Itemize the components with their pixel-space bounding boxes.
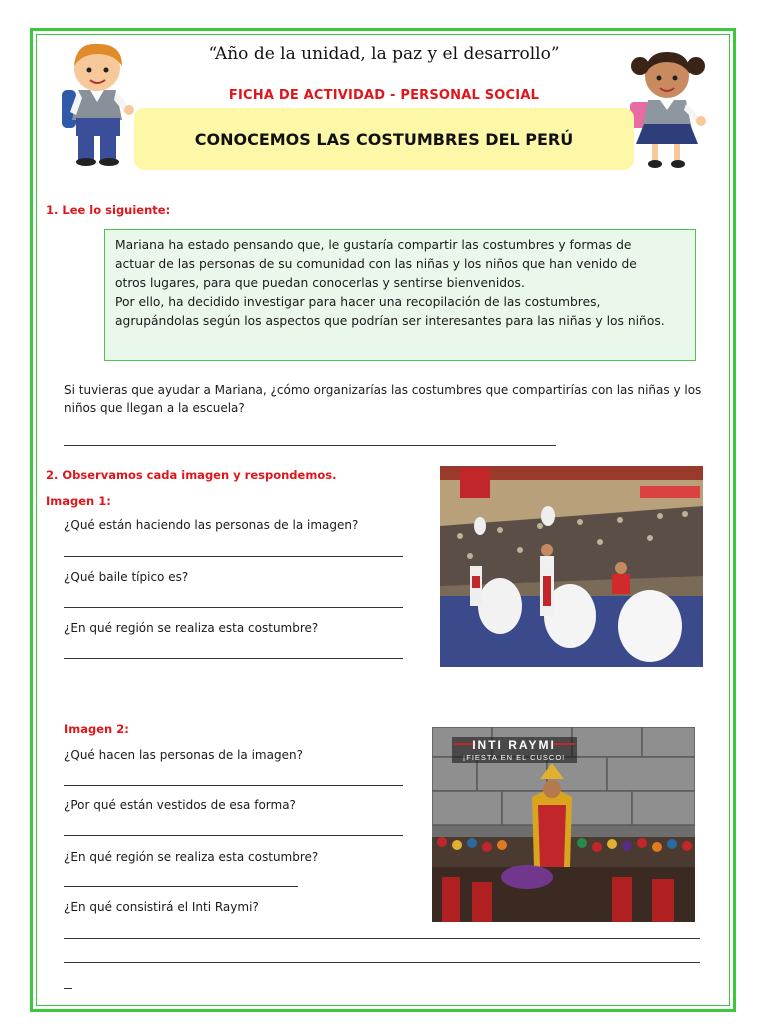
reading-line: Mariana ha estado pensando que, le gustaría compartir las costumbres y formas de <box>115 238 632 252</box>
page-title: CONOCEMOS LAS COSTUMBRES DEL PERÚ <box>194 130 574 149</box>
reading-line: Por ello, ha decidido investigar para hacer una recopilación de las costumbres, <box>115 295 601 309</box>
reading-line: actuar de las personas de su comunidad con las niñas y los niños que han venido de <box>115 257 637 271</box>
answer-line[interactable] <box>64 445 556 446</box>
answer-line[interactable] <box>64 938 700 939</box>
answer-line[interactable] <box>64 607 403 608</box>
question-image2-region: ¿En qué región se realiza esta costumbre? <box>64 850 319 864</box>
answer-line[interactable] <box>64 835 403 836</box>
reading-box <box>104 229 696 361</box>
image-2-label: Imagen 2: <box>64 722 129 736</box>
section-2-heading: 2. Observamos cada imagen y respondemos. <box>46 468 337 482</box>
answer-line[interactable] <box>64 886 298 887</box>
question-organize-line1: Si tuvieras que ayudar a Mariana, ¿cómo organizarías las costumbres que compartirías con las niñas y los <box>64 383 702 397</box>
question-image1-activity: ¿Qué están haciendo las personas de la imagen? <box>64 518 359 532</box>
question-image2-clothing: ¿Por qué están vestidos de esa forma? <box>64 798 296 812</box>
reading-line: agrupándolas según los aspectos que podrían ser interesantes para las niñas y los niños. <box>115 314 665 328</box>
worksheet-subtitle: FICHA DE ACTIVIDAD - PERSONAL SOCIAL <box>228 88 540 103</box>
inti-raymi-overlay-subtitle: ¡FIESTA EN EL CUSCO! <box>462 753 566 762</box>
question-image2-activity: ¿Qué hacen las personas de la imagen? <box>64 748 303 762</box>
answer-line[interactable] <box>64 988 72 989</box>
image-1-label: Imagen 1: <box>46 494 111 508</box>
question-image1-region: ¿En qué región se realiza esta costumbre? <box>64 621 319 635</box>
question-image1-dance: ¿Qué baile típico es? <box>64 570 189 584</box>
inti-raymi-overlay-title: INTI RAYMI <box>472 738 556 752</box>
question-organize-line2: niños que llegan a la escuela? <box>64 401 245 415</box>
question-inti-raymi: ¿En qué consistirá el Inti Raymi? <box>64 900 259 914</box>
answer-line[interactable] <box>64 658 403 659</box>
answer-line[interactable] <box>64 556 403 557</box>
reading-line: otros lugares, para que puedan conocerlas y sentirse bienvenidos. <box>115 276 525 290</box>
answer-line[interactable] <box>64 785 403 786</box>
marinera-dance-photo <box>440 466 703 667</box>
section-1-heading: 1. Lee lo siguiente: <box>46 203 171 217</box>
inti-raymi-photo <box>432 727 695 922</box>
motto-heading: “Año de la unidad, la paz y el desarrollo” <box>208 44 560 64</box>
answer-line[interactable] <box>64 962 700 963</box>
